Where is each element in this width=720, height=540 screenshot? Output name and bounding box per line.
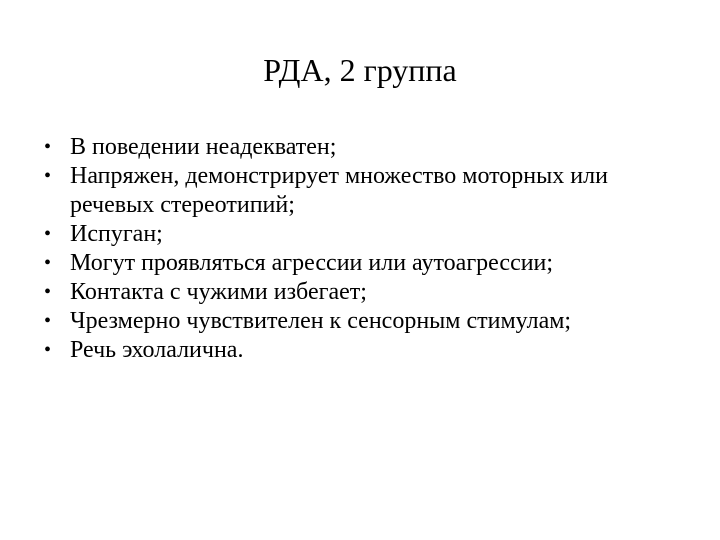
bullet-list [44, 133, 684, 365]
bullet-text: Могут проявляться агрессии или аутоагрессии; [70, 250, 554, 276]
bullet-text: Чрезмерно чувствителен к сенсорным стимулам; [70, 308, 572, 334]
bullet-item [44, 220, 684, 249]
slide-title-text: РДА, 2 группа [263, 52, 457, 88]
bullet-icon: • [44, 310, 52, 332]
bullet-text: Контакта с чужими избегает; [70, 279, 367, 305]
bullet-item [44, 307, 684, 336]
bullet-icon: • [44, 339, 52, 361]
bullet-item [44, 249, 684, 278]
bullet-text: Напряжен, демонстрирует множество моторных или речевых стереотипий; [70, 163, 608, 218]
slide-title [0, 50, 720, 90]
bullet-item [44, 336, 684, 365]
bullet-icon: • [44, 281, 52, 303]
bullet-item [44, 162, 684, 220]
bullet-icon: • [44, 165, 52, 187]
bullet-text: В поведении неадекватен; [70, 134, 337, 160]
bullet-icon: • [44, 136, 52, 158]
bullet-text: Испуган; [70, 221, 163, 247]
bullet-icon: • [44, 252, 52, 274]
bullet-item [44, 133, 684, 162]
bullet-text: Речь эхолалична. [70, 337, 244, 363]
bullet-item [44, 278, 684, 307]
bullet-icon: • [44, 223, 52, 245]
